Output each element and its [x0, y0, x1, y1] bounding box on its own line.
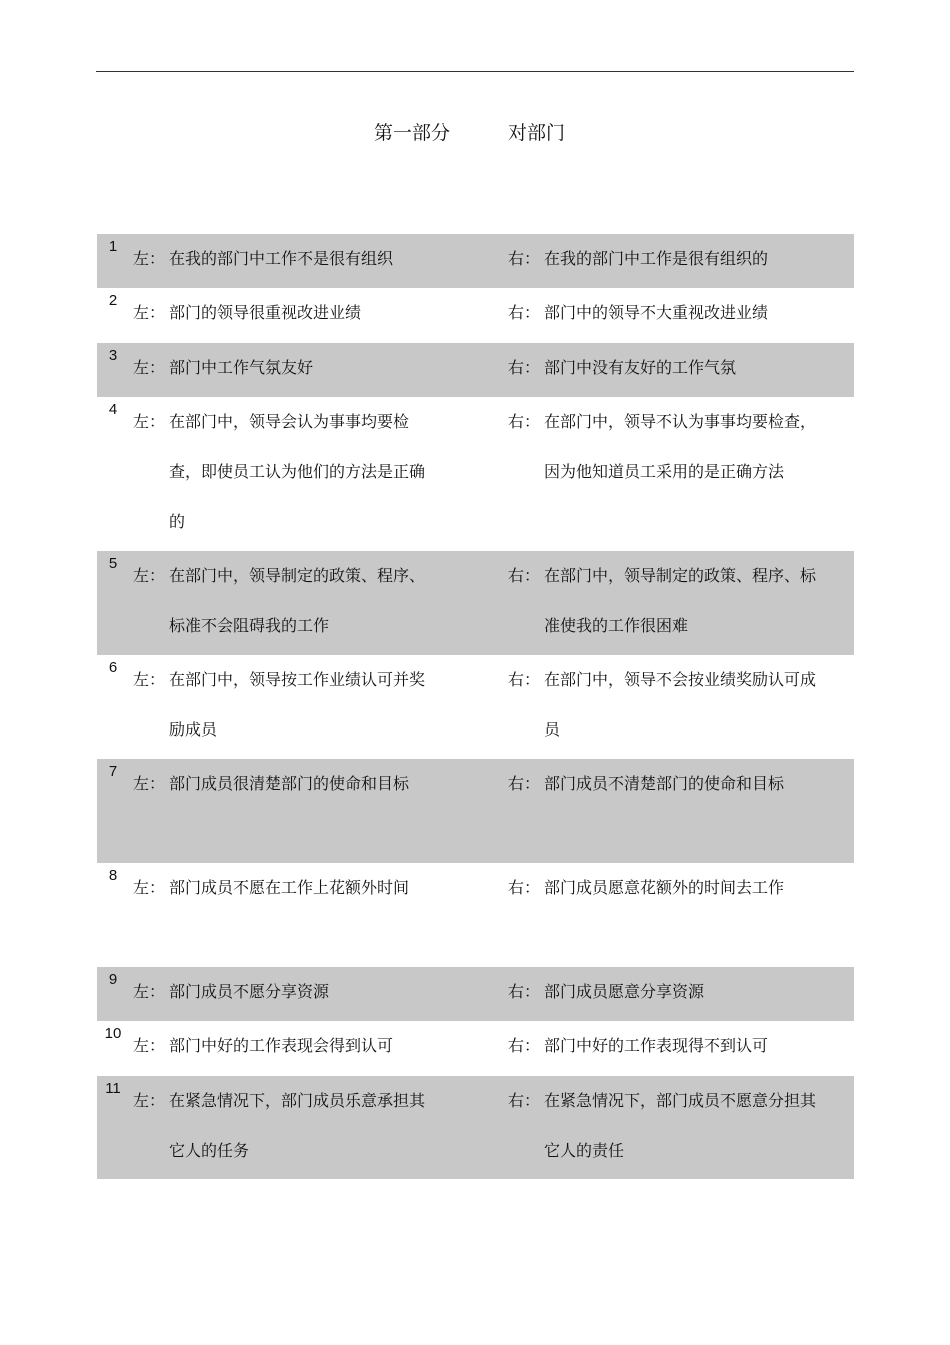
left-text: 在部门中，领导制定的政策、程序、标准不会阻碍我的工作 [169, 566, 426, 635]
table-row [97, 655, 854, 759]
row-number: 11 [105, 1080, 121, 1097]
left-text: 部门中好的工作表现会得到认可 [169, 1036, 394, 1055]
table-row [97, 1076, 854, 1179]
right-text: 部门中好的工作表现得不到认可 [544, 1036, 769, 1055]
right-tag: 右： [508, 878, 541, 897]
right-text: 在部门中，领导不会按业绩奖励认可成员 [544, 670, 817, 739]
row-number: 5 [108, 555, 118, 572]
left-tag: 左： [133, 412, 166, 431]
right-text: 在我的部门中工作是很有组织的 [544, 249, 769, 268]
left-text: 部门中工作气氛友好 [169, 358, 314, 377]
right-text: 部门中的领导不大重视改进业绩 [544, 303, 769, 322]
left-tag: 左： [133, 878, 166, 897]
title-subject: 对部门 [508, 122, 566, 144]
left-tag: 左： [133, 774, 166, 793]
left-tag: 左： [133, 358, 166, 377]
left-text: 在部门中，领导会认为事事均要检查，即使员工认为他们的方法是正确的 [169, 412, 426, 531]
row-number: 4 [108, 401, 118, 418]
row-number: 8 [108, 867, 118, 884]
right-tag: 右： [508, 566, 541, 585]
left-tag: 左： [133, 670, 166, 689]
left-tag: 左： [133, 249, 166, 268]
right-tag: 右： [508, 670, 541, 689]
table-row [97, 397, 854, 551]
left-tag: 左： [133, 1091, 166, 1110]
left-text: 在部门中，领导按工作业绩认可并奖励成员 [169, 670, 426, 739]
row-number: 6 [108, 659, 118, 676]
left-tag: 左： [133, 303, 166, 322]
table-row [97, 551, 854, 655]
table-row [97, 234, 854, 288]
right-tag: 右： [508, 249, 541, 268]
table-row [97, 1021, 854, 1076]
right-tag: 右： [508, 412, 541, 431]
right-text: 部门成员不清楚部门的使命和目标 [544, 774, 785, 793]
right-tag: 右： [508, 982, 541, 1001]
row-number: 3 [108, 347, 118, 364]
right-tag: 右： [508, 303, 541, 322]
table-row [97, 343, 854, 397]
row-number: 7 [108, 763, 118, 780]
left-tag: 左： [133, 1036, 166, 1055]
left-text: 部门成员很清楚部门的使命和目标 [169, 774, 410, 793]
survey-table [97, 234, 854, 1179]
row-number: 9 [108, 971, 118, 988]
right-text: 在部门中，领导制定的政策、程序、标准使我的工作很困难 [544, 566, 817, 635]
left-text: 部门的领导很重视改进业绩 [169, 303, 362, 322]
right-text: 部门成员愿意花额外的时间去工作 [544, 878, 785, 897]
row-number: 1 [108, 238, 118, 255]
right-tag: 右： [508, 774, 541, 793]
table-row [97, 759, 854, 863]
right-text: 部门成员愿意分享资源 [544, 982, 705, 1001]
right-tag: 右： [508, 1091, 541, 1110]
right-text: 部门中没有友好的工作气氛 [544, 358, 737, 377]
left-text: 在紧急情况下，部门成员乐意承担其它人的任务 [169, 1091, 426, 1160]
right-text: 在紧急情况下，部门成员不愿意分担其它人的责任 [544, 1091, 817, 1160]
title-part: 第一部分 [374, 122, 451, 144]
left-text: 在我的部门中工作不是很有组织 [169, 249, 394, 268]
row-number: 10 [104, 1025, 122, 1042]
right-text: 在部门中，领导不认为事事均要检查，因为他知道员工采用的是正确方法 [544, 412, 817, 481]
table-row [97, 967, 854, 1021]
left-text: 部门成员不愿在工作上花额外时间 [169, 878, 410, 897]
top-rule [96, 71, 854, 72]
right-tag: 右： [508, 358, 541, 377]
right-tag: 右： [508, 1036, 541, 1055]
row-number: 2 [108, 292, 118, 309]
table-row [97, 288, 854, 343]
table-row [97, 863, 854, 967]
page-title [0, 118, 950, 148]
left-tag: 左： [133, 982, 166, 1001]
left-text: 部门成员不愿分享资源 [169, 982, 330, 1001]
left-tag: 左： [133, 566, 166, 585]
